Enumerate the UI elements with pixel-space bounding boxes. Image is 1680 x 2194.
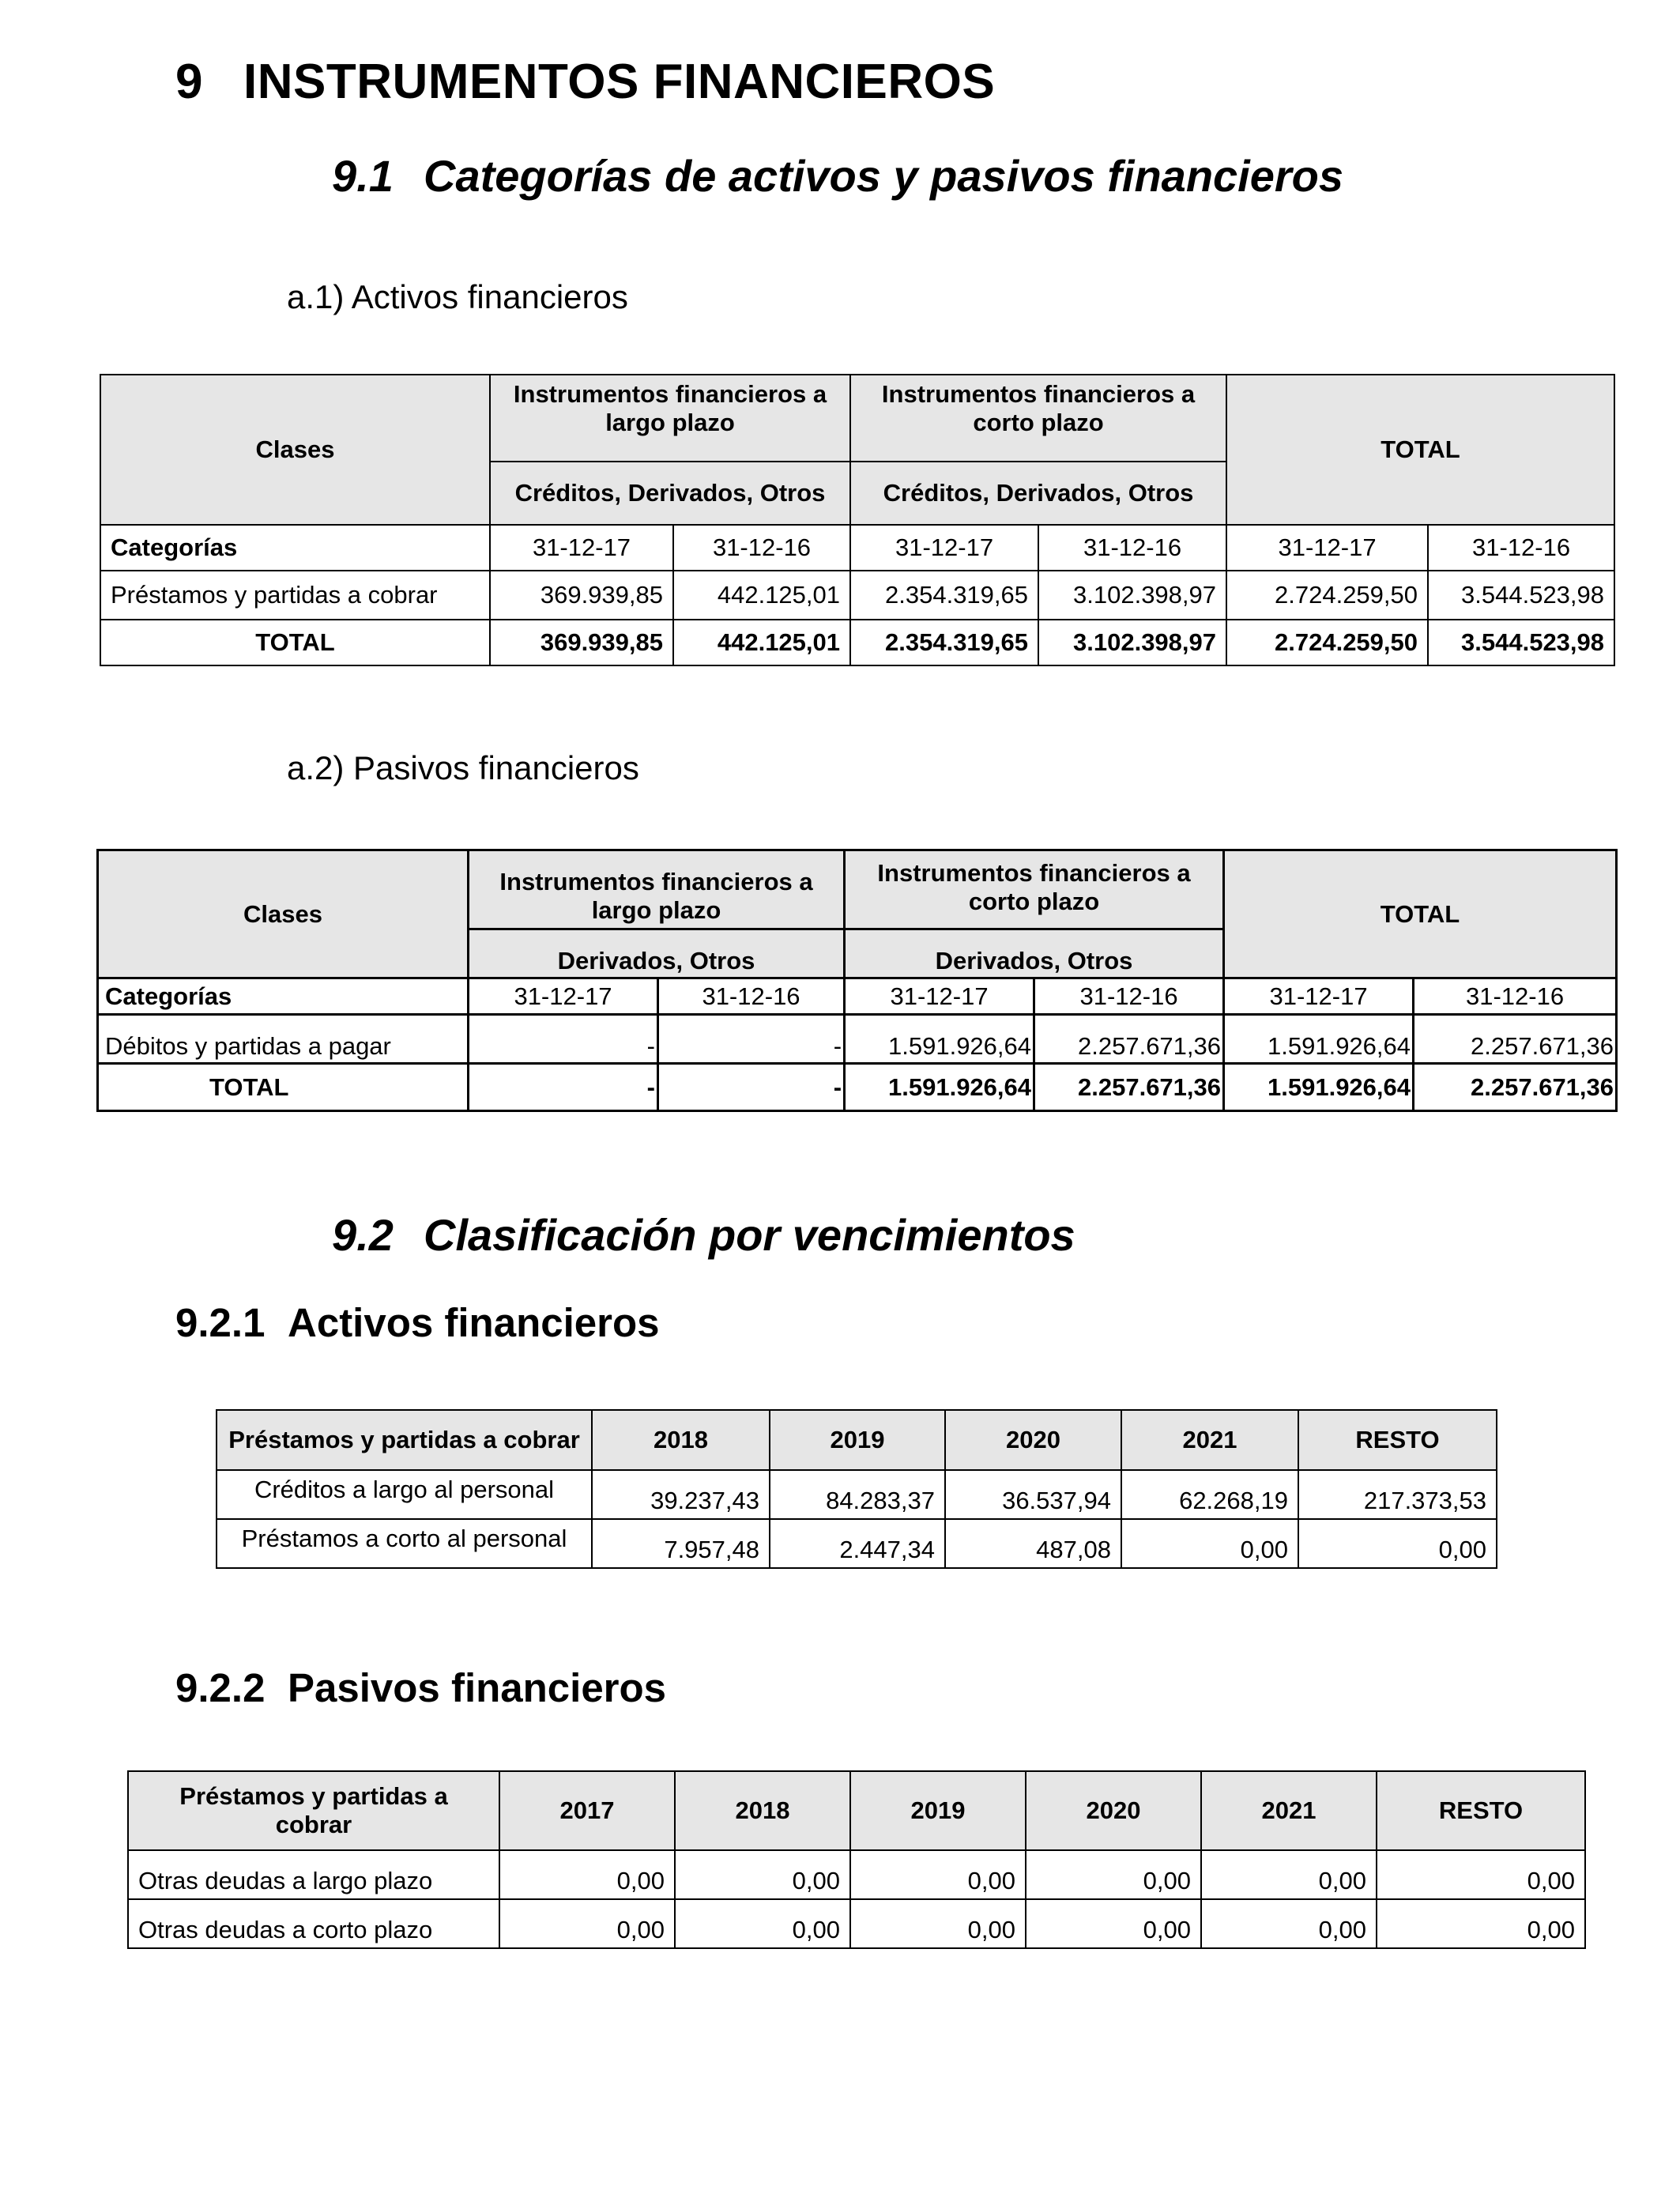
total-row (100, 620, 1614, 665)
categorias-label: Categorías (100, 525, 490, 571)
total-header: TOTAL (1226, 375, 1614, 525)
value-cell: 0,00 (1377, 1850, 1585, 1899)
header-cell: 2021 (1121, 1410, 1298, 1470)
value-cell: - (469, 1064, 658, 1111)
section-number: 9 (175, 55, 203, 109)
row-label: Préstamos y partidas a cobrar (100, 571, 490, 620)
value-cell: 2.257.671,36 (1414, 1064, 1617, 1111)
value-cell: 3.544.523,98 (1428, 620, 1614, 665)
date-cell: 31-12-17 (850, 525, 1038, 571)
pasivos-subtitle: a.2) Pasivos financieros (287, 749, 639, 786)
section-number: 9.1 (332, 151, 394, 201)
header-cell: Préstamos y partidas a cobrar (217, 1410, 592, 1470)
row-label: Otras deudas a corto plazo (128, 1899, 499, 1948)
value-cell: 369.939,85 (490, 571, 673, 620)
total-row (98, 1064, 1617, 1111)
date-cell: 31-12-17 (469, 978, 658, 1015)
date-cell: 31-12-16 (1414, 978, 1617, 1015)
vencimientos-pasivos-table (127, 1770, 1586, 1949)
value-cell: 3.102.398,97 (1038, 571, 1226, 620)
value-cell: 0,00 (850, 1850, 1026, 1899)
value-cell: 0,00 (1377, 1899, 1585, 1948)
value-cell: 442.125,01 (673, 620, 850, 665)
value-cell: 2.447,34 (770, 1519, 945, 1568)
value-cell: 0,00 (850, 1899, 1026, 1948)
value-cell: - (658, 1015, 845, 1064)
value-cell: 3.102.398,97 (1038, 620, 1226, 665)
activos-table (100, 374, 1615, 666)
activos-subtitle: a.1) Activos financieros (287, 278, 628, 315)
value-cell: 2.257.671,36 (1414, 1015, 1617, 1064)
date-cell: 31-12-16 (658, 978, 845, 1015)
value-cell: 84.283,37 (770, 1470, 945, 1519)
section-title: Pasivos financieros (288, 1665, 667, 1710)
value-cell: 2.724.259,50 (1226, 571, 1428, 620)
section-9-1-heading (332, 150, 1343, 202)
row-label: Créditos a largo al personal (217, 1470, 592, 1519)
date-cell: 31-12-17 (1226, 525, 1428, 571)
value-cell: 2.354.319,65 (850, 620, 1038, 665)
value-cell: 2.354.319,65 (850, 571, 1038, 620)
value-cell: 0,00 (1026, 1850, 1201, 1899)
corto-plazo-header: Instrumentos financieros a corto plazo (845, 850, 1224, 929)
corto-plazo-subheader: Créditos, Derivados, Otros (850, 462, 1226, 525)
section-9-2-2-heading (175, 1664, 666, 1711)
value-cell: 1.591.926,64 (845, 1064, 1034, 1111)
value-cell: 39.237,43 (592, 1470, 770, 1519)
value-cell: 1.591.926,64 (1224, 1064, 1414, 1111)
value-cell: 0,00 (1201, 1850, 1377, 1899)
largo-plazo-subheader: Créditos, Derivados, Otros (490, 462, 850, 525)
value-cell: 0,00 (675, 1850, 850, 1899)
value-cell: 1.591.926,64 (845, 1015, 1034, 1064)
header-cell: 2018 (592, 1410, 770, 1470)
date-cell: 31-12-16 (1038, 525, 1226, 571)
row-label: Otras deudas a largo plazo (128, 1850, 499, 1899)
section-9-2-heading (332, 1209, 1075, 1261)
header-cell: 2019 (770, 1410, 945, 1470)
value-cell: - (469, 1015, 658, 1064)
row-label: Débitos y partidas a pagar (98, 1015, 469, 1064)
table-row (100, 571, 1614, 620)
header-cell: 2018 (675, 1771, 850, 1850)
date-cell: 31-12-16 (1034, 978, 1224, 1015)
table-row (217, 1470, 1497, 1519)
value-cell: 0,00 (499, 1899, 675, 1948)
section-title: Clasificación por vencimientos (424, 1210, 1075, 1260)
value-cell: 2.257.671,36 (1034, 1064, 1224, 1111)
section-title: INSTRUMENTOS FINANCIEROS (243, 55, 996, 109)
row-label: Préstamos a corto al personal (217, 1519, 592, 1568)
date-cell: 31-12-17 (1224, 978, 1414, 1015)
clases-header: Clases (100, 375, 490, 525)
row-label: TOTAL (100, 620, 490, 665)
corto-plazo-header: Instrumentos financieros a corto plazo (850, 375, 1226, 462)
clases-header: Clases (98, 850, 469, 978)
date-cell: 31-12-16 (673, 525, 850, 571)
header-cell: RESTO (1377, 1771, 1585, 1850)
value-cell: 0,00 (1298, 1519, 1497, 1568)
vencimientos-activos-table (216, 1409, 1497, 1569)
table-row (98, 1015, 1617, 1064)
header-cell: 2021 (1201, 1771, 1377, 1850)
largo-plazo-subheader: Derivados, Otros (469, 929, 845, 978)
value-cell: 487,08 (945, 1519, 1121, 1568)
section-9-2-1-heading (175, 1299, 659, 1346)
row-label: TOTAL (98, 1064, 469, 1111)
corto-plazo-subheader: Derivados, Otros (845, 929, 1224, 978)
section-number: 9.2 (332, 1210, 394, 1260)
total-header: TOTAL (1224, 850, 1617, 978)
value-cell: 442.125,01 (673, 571, 850, 620)
section-title: Activos financieros (288, 1300, 660, 1345)
value-cell: 2.724.259,50 (1226, 620, 1428, 665)
value-cell: 36.537,94 (945, 1470, 1121, 1519)
date-cell: 31-12-17 (845, 978, 1034, 1015)
value-cell: 0,00 (675, 1899, 850, 1948)
value-cell: 0,00 (499, 1850, 675, 1899)
value-cell: 2.257.671,36 (1034, 1015, 1224, 1064)
value-cell: 7.957,48 (592, 1519, 770, 1568)
header-cell: 2020 (945, 1410, 1121, 1470)
largo-plazo-header: Instrumentos financieros a largo plazo (469, 850, 845, 929)
section-number: 9.2.1 (175, 1300, 266, 1345)
value-cell: 1.591.926,64 (1224, 1015, 1414, 1064)
header-cell: 2020 (1026, 1771, 1201, 1850)
value-cell: - (658, 1064, 845, 1111)
pasivos-table (96, 849, 1618, 1112)
value-cell: 217.373,53 (1298, 1470, 1497, 1519)
largo-plazo-header: Instrumentos financieros a largo plazo (490, 375, 850, 462)
table-row (128, 1899, 1585, 1948)
date-cell: 31-12-16 (1428, 525, 1614, 571)
page-title (175, 54, 995, 110)
value-cell: 0,00 (1026, 1899, 1201, 1948)
header-cell: RESTO (1298, 1410, 1497, 1470)
value-cell: 3.544.523,98 (1428, 571, 1614, 620)
header-cell: 2019 (850, 1771, 1026, 1850)
header-cell: 2017 (499, 1771, 675, 1850)
section-title: Categorías de activos y pasivos financieros (424, 151, 1344, 201)
value-cell: 0,00 (1121, 1519, 1298, 1568)
date-cell: 31-12-17 (490, 525, 673, 571)
section-number: 9.2.2 (175, 1665, 266, 1710)
value-cell: 369.939,85 (490, 620, 673, 665)
value-cell: 0,00 (1201, 1899, 1377, 1948)
table-row (128, 1850, 1585, 1899)
value-cell: 62.268,19 (1121, 1470, 1298, 1519)
table-row (217, 1519, 1497, 1568)
categorias-label: Categorías (98, 978, 469, 1015)
header-cell: Préstamos y partidas a cobrar (128, 1771, 499, 1850)
